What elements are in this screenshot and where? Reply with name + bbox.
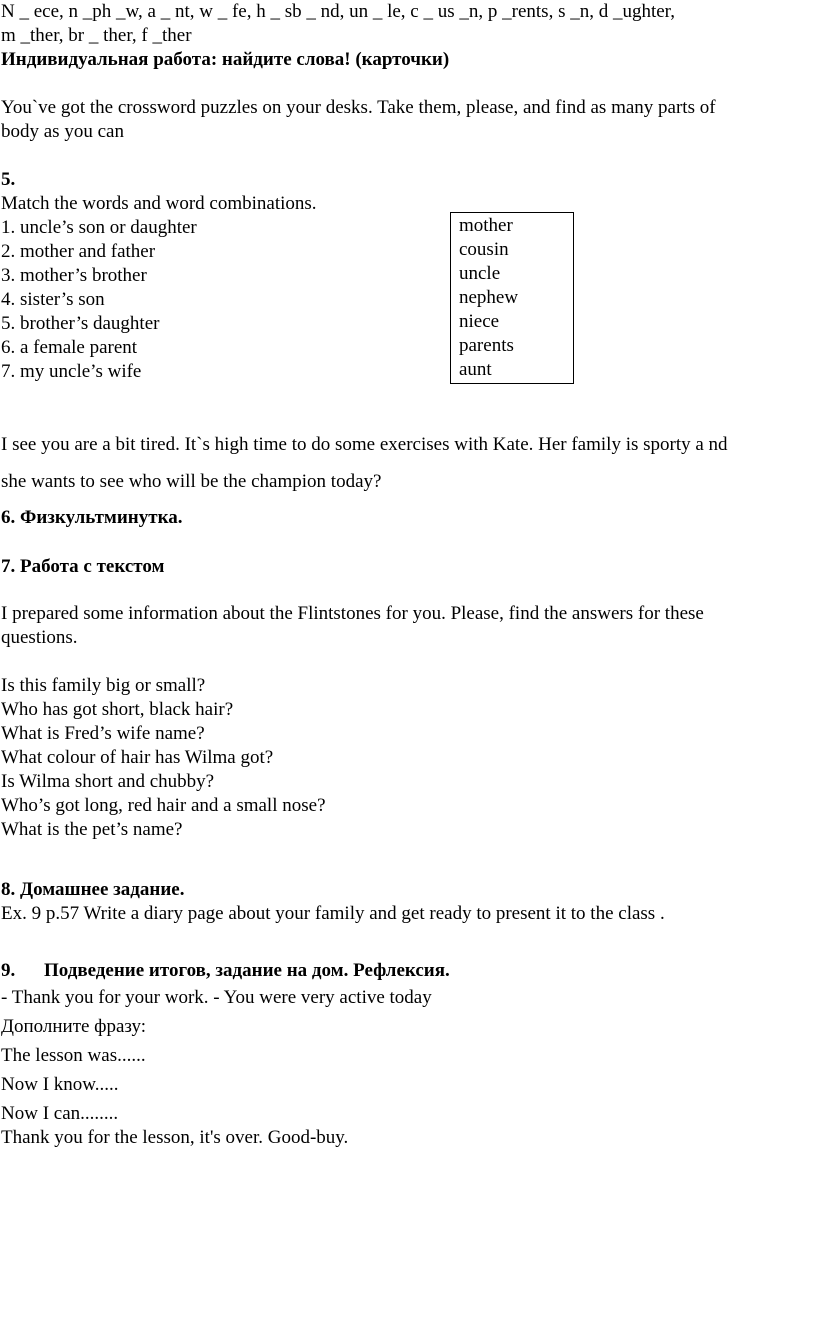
break-text-line-1: I see you are a bit tired. It`s high time to do some exercises with Kate. Her family is sporty a nd [1, 434, 728, 455]
question-item: Who has got short, black hair? [1, 699, 234, 720]
intro-letters-line-1: N _ ece, n _ph _w, a _ nt, w _ fe, h _ sb _ nd, un _ le, c _ us _n, p _rents, s _n, d _ughter, [1, 1, 675, 22]
task7-text-line-1: I prepared some information about the Flintstones for you. Please, find the answers for these [1, 603, 704, 624]
task6-heading: 6. Физкультминутка. [1, 507, 183, 528]
word-bank-item: aunt [459, 359, 492, 380]
question-item: What is Fred’s wife name? [1, 723, 205, 744]
intro-letters-line-2: m _ther, br _ ther, f _ther [1, 25, 192, 46]
reflection-line: The lesson was...... [1, 1045, 146, 1066]
question-item: Who’s got long, red hair and a small nose? [1, 795, 326, 816]
task4-text-line-2: body as you can [1, 121, 124, 142]
task4-text-line-1: You`ve got the crossword puzzles on your desks. Take them, please, and find as many parts of [1, 97, 716, 118]
reflection-line: - Thank you for your work. - You were very active today [1, 987, 432, 1008]
reflection-line: Thank you for the lesson, it's over. Good-buy. [1, 1127, 349, 1148]
word-bank-item: mother [459, 215, 513, 236]
match-item: 7. my uncle’s wife [1, 361, 142, 382]
task9-number: 9. [1, 960, 16, 981]
word-bank-item: cousin [459, 239, 509, 260]
reflection-line: Дополните фразу: [1, 1016, 147, 1037]
question-item: Is this family big or small? [1, 675, 206, 696]
reflection-line: Now I can........ [1, 1103, 119, 1124]
match-item: 1. uncle’s son or daughter [1, 217, 197, 238]
task4-heading: Индивидуальная работа: найдите слова! (карточки) [1, 49, 450, 70]
match-item: 2. mother and father [1, 241, 156, 262]
reflection-line: Now I know..... [1, 1074, 119, 1095]
match-item: 6. a female parent [1, 337, 138, 358]
task5-number: 5. [1, 169, 16, 190]
task7-text-line-2: questions. [1, 627, 78, 648]
question-item: What colour of hair has Wilma got? [1, 747, 274, 768]
word-bank-item: niece [459, 311, 500, 332]
word-bank-item: parents [459, 335, 514, 356]
match-item: 4. sister’s son [1, 289, 105, 310]
word-bank-item: nephew [459, 287, 519, 308]
match-item: 5. brother’s daughter [1, 313, 160, 334]
break-text-line-2: she wants to see who will be the champion today? [1, 471, 382, 492]
word-bank-box [450, 212, 574, 384]
task9-heading: Подведение итогов, задание на дом. Рефлексия. [44, 960, 450, 981]
question-item: What is the pet’s name? [1, 819, 183, 840]
task5-instruction: Match the words and word combinations. [1, 193, 317, 214]
match-item: 3. mother’s brother [1, 265, 147, 286]
question-item: Is Wilma short and chubby? [1, 771, 215, 792]
task8-text: Ex. 9 p.57 Write a diary page about your family and get ready to present it to the class . [1, 903, 665, 924]
task7-heading: 7. Работа с текстом [1, 556, 165, 577]
task8-heading: 8. Домашнее задание. [1, 879, 185, 900]
word-bank-item: uncle [459, 263, 501, 284]
